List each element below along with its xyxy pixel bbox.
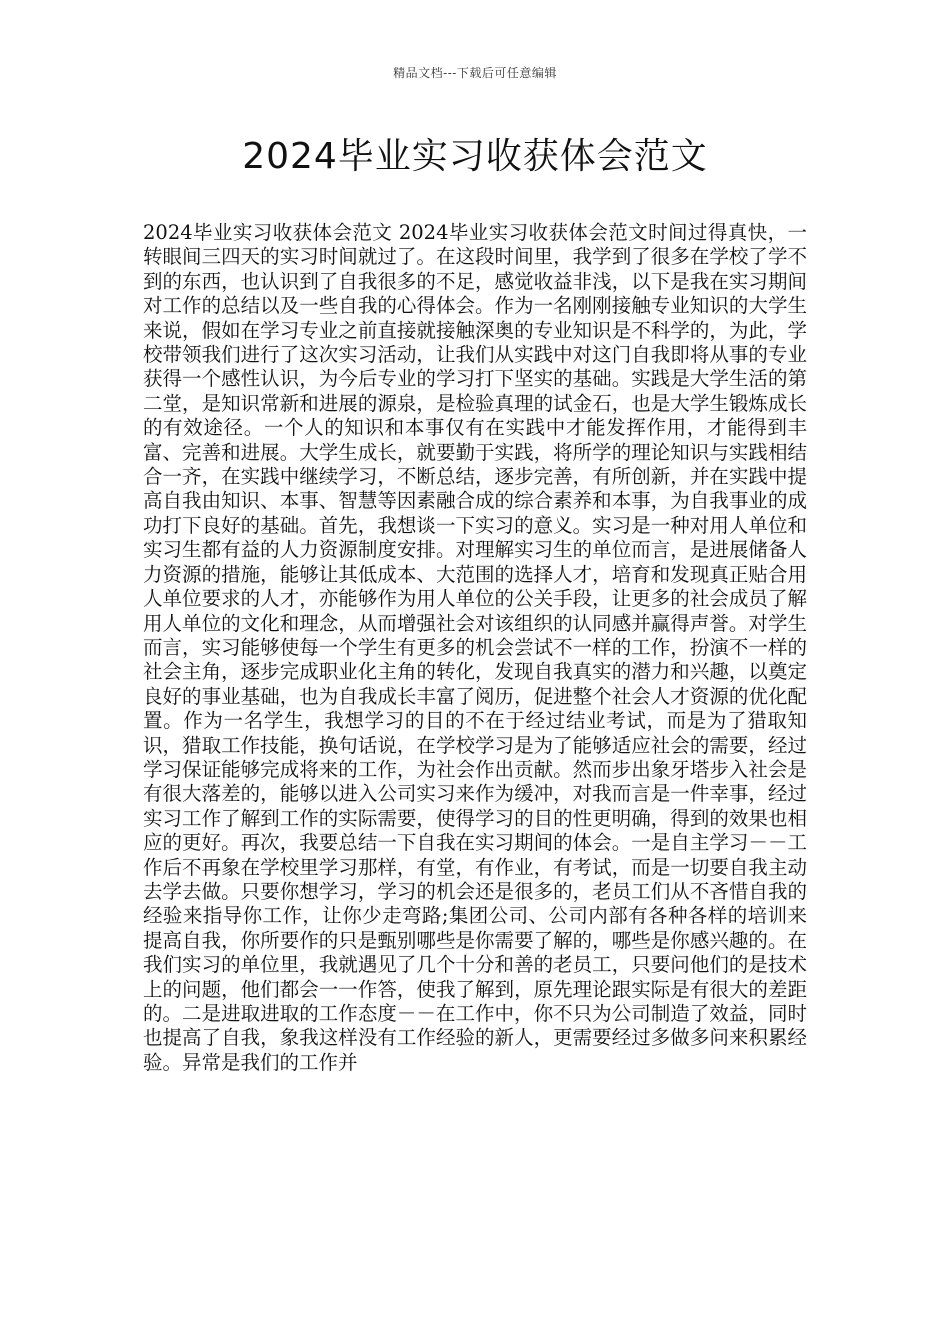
body-paragraph: 2024毕业实习收获体会范文 2024毕业实习收获体会范文时间过得真快，一转眼间三四天的实习时间就过了。在这段时间里，我学到了很多在学校了学不到的东西，也认识到了自我很多的不足，感觉收益非浅，以下是我在实习期间对工作的总结以及一些自我的心得体会。作为一名刚刚接触专业知识的大学生来说，假如在学习专业之前直接就接触深奥的专业知识是不科学的，为此，学校带领我们进行了这次实习活动，让我们从实践中对这门自我即将从事的专业获得一个感性认识，为今后专业的学习打下坚实的基础。实践是大学生活的第二堂，是知识常新和进展的源泉，是检验真理的试金石，也是大学生锻炼成长的有效途径。一个人的知识和本事仅有在实践中才能发挥作用，才能得到丰富、完善和进展。大学生成长，就要勤于实践，将所学的理论知识与实践相结合一齐，在实践中继续学习，不断总结，逐步完善，有所创新，并在实践中提高自我由知识、本事、智慧等因素融合成的综合素养和本事，为自我事业的成功打下良好的基础。首先，我想谈一下实习的意义。实习是一种对用人单位和实习生都有益的人力资源制度安排。对理解实习生的单位而言，是进展储备人力资源的措施，能够让其低成本、大范围的选择人才，培育和发现真正贴合用人单位要求的人才，亦能够作为用人单位的公关手段，让更多的社会成员了解用人单位的文化和理念，从而增强社会对该组织的认同感并赢得声誉。对学生而言，实习能够使每一个学生有更多的机会尝试不一样的工作，扮演不一样的社会主角，逐步完成职业化主角的转化，发现自我真实的潜力和兴趣，以奠定良好的事业基础，也为自我成长丰富了阅历，促进整个社会人才资源的优化配置。作为一名学生，我想学习的目的不在于经过结业考试，而是为了猎取知识，猎取工作技能，换句话说，在学校学习是为了能够适应社会的需要，经过学习保证能够完成将来的工作，为社会作出贡献。然而步出象牙塔步入社会是有很大落差的，能够以进入公司实习来作为缓冲，对我而言是一件幸事，经过实习工作了解到工作的实际需要，使得学习的目的性更明确，得到的效果也相应的更好。再次，我要总结一下自我在实习期间的体会。一是自主学习－－工作后不再象在学校里学习那样，有堂，有作业，有考试，而是一切要自我主动去学去做。只要你想学习，学习的机会还是很多的，老员工们从不吝惜自我的经验来指导你工作，让你少走弯路;集团公司、公司内部有各种各样的培训来提高自我，你所要作的只是甄别哪些是你需要了解的，哪些是你感兴趣的。在我们实习的单位里，我就遇见了几个十分和善的老员工，只要问他们的是技术上的问题，他们都会一一作答，使我了解到，原先理论跟实际是有很大的差距的。二是进取进取的工作态度－－在工作中，你不只为公司制造了效益，同时也提高了自我，象我这样没有工作经验的新人，更需要经过多做多问来积累经验。异常是我们的工作并 xyxy=(143,221,807,1074)
header-note: 精品文档---下载后可任意编辑 xyxy=(393,66,557,80)
document-title: 2024毕业实习收获体会范文 xyxy=(242,136,708,177)
